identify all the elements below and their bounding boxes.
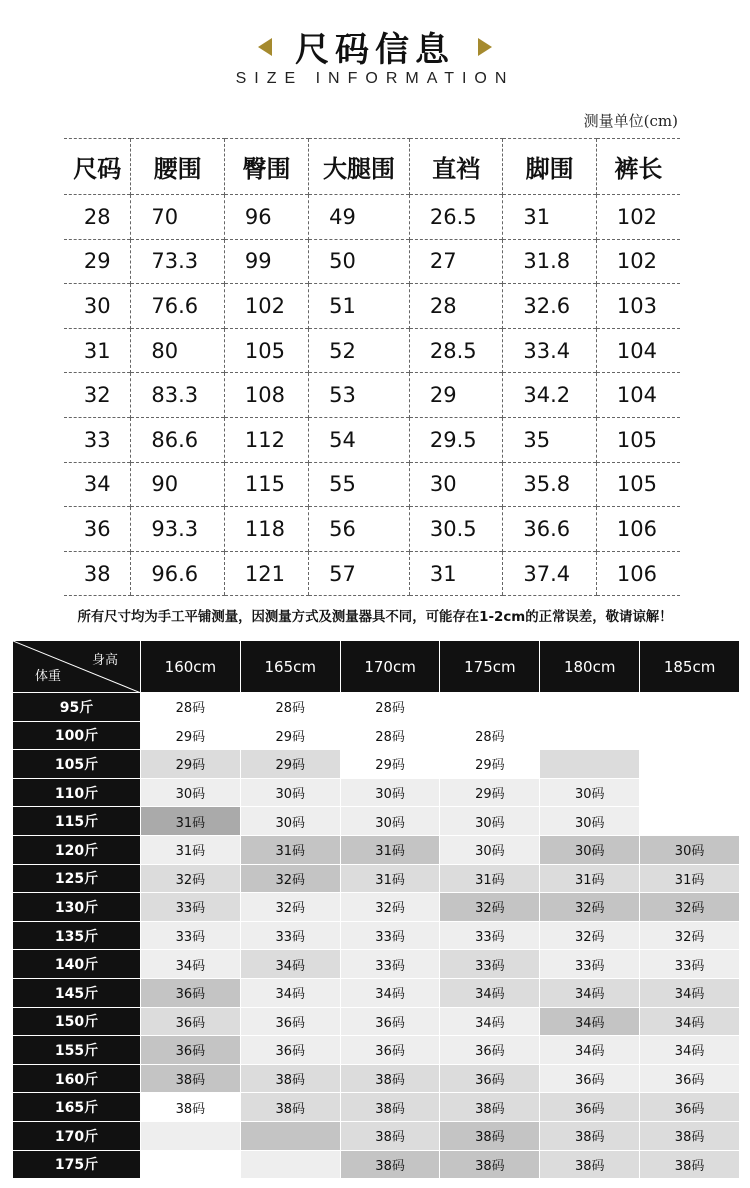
table-row (13, 978, 740, 1007)
page-subtitle: SIZE INFORMATION (235, 70, 515, 87)
weight-header: 115斤 (13, 807, 141, 836)
size-cell: 34码 (440, 1007, 540, 1036)
table-row (13, 864, 740, 893)
table-cell: 106 (596, 551, 680, 596)
size-cell: 34码 (340, 978, 440, 1007)
size-cell (640, 721, 740, 750)
table-cell: 53 (309, 373, 410, 418)
size-cell: 28码 (340, 693, 440, 722)
size-table (64, 138, 680, 596)
size-cell: 30码 (440, 835, 540, 864)
size-cell: 32码 (240, 864, 340, 893)
table-cell: 31 (409, 551, 502, 596)
table-cell: 50 (309, 239, 410, 284)
size-cell: 38码 (240, 1064, 340, 1093)
height-header: 180cm (540, 641, 640, 693)
size-col-header: 脚围 (503, 139, 596, 195)
table-cell: 28.5 (409, 328, 502, 373)
size-cell: 38码 (340, 1121, 440, 1150)
size-cell: 36码 (240, 1007, 340, 1036)
weight-header: 120斤 (13, 835, 141, 864)
size-cell (640, 750, 740, 779)
table-cell: 121 (224, 551, 308, 596)
size-cell: 36码 (640, 1093, 740, 1122)
table-cell: 86.6 (131, 417, 224, 462)
table-cell: 108 (224, 373, 308, 418)
table-cell: 76.6 (131, 284, 224, 329)
size-cell: 38码 (141, 1093, 241, 1122)
size-cell: 36码 (141, 1036, 241, 1065)
size-cell: 32码 (640, 893, 740, 922)
size-cell: 30码 (540, 778, 640, 807)
size-cell: 36码 (440, 1064, 540, 1093)
table-cell: 105 (596, 462, 680, 507)
table-row (13, 921, 740, 950)
unit-note: 测量单位(cm) (583, 112, 678, 130)
table-row (13, 778, 740, 807)
table-row (13, 1007, 740, 1036)
size-cell: 28码 (141, 693, 241, 722)
weight-header: 135斤 (13, 921, 141, 950)
weight-header: 170斤 (13, 1121, 141, 1150)
size-cell: 34码 (640, 978, 740, 1007)
size-cell: 33码 (141, 921, 241, 950)
size-cell: 34码 (540, 1007, 640, 1036)
weight-header: 95斤 (13, 693, 141, 722)
table-cell: 30 (64, 284, 131, 329)
weight-header: 110斤 (13, 778, 141, 807)
size-cell: 31码 (640, 864, 740, 893)
table-cell: 51 (309, 284, 410, 329)
table-cell: 29 (64, 239, 131, 284)
size-cell: 33码 (540, 950, 640, 979)
size-cell: 33码 (240, 921, 340, 950)
size-cell: 38码 (240, 1093, 340, 1122)
size-cell: 31码 (540, 864, 640, 893)
size-cell: 36码 (141, 1007, 241, 1036)
size-cell: 31码 (340, 864, 440, 893)
table-cell: 106 (596, 507, 680, 552)
triangle-right-icon (478, 38, 492, 56)
size-cell: 33码 (340, 921, 440, 950)
table-row (13, 1036, 740, 1065)
size-cell: 28码 (340, 721, 440, 750)
size-cell: 30码 (141, 778, 241, 807)
size-cell: 29码 (340, 750, 440, 779)
size-cell: 31码 (141, 807, 241, 836)
table-row (13, 835, 740, 864)
size-cell: 38码 (340, 1150, 440, 1179)
size-col-header: 臀围 (224, 139, 308, 195)
size-col-header: 直裆 (409, 139, 502, 195)
table-cell: 30 (409, 462, 502, 507)
table-cell: 70 (131, 195, 224, 240)
table-cell: 27 (409, 239, 502, 284)
size-cell: 38码 (440, 1121, 540, 1150)
size-table-header (64, 139, 680, 195)
weight-header: 165斤 (13, 1093, 141, 1122)
size-cell: 34码 (540, 1036, 640, 1065)
corner-cell (13, 641, 141, 693)
size-cell (540, 750, 640, 779)
size-cell: 38码 (340, 1093, 440, 1122)
table-cell: 28 (64, 195, 131, 240)
size-cell: 36码 (540, 1093, 640, 1122)
table-row (64, 328, 680, 373)
weight-header: 160斤 (13, 1064, 141, 1093)
weight-header: 100斤 (13, 721, 141, 750)
size-cell: 32码 (240, 893, 340, 922)
table-cell: 99 (224, 239, 308, 284)
weight-header: 140斤 (13, 950, 141, 979)
measurement-notice: 所有尺寸均为手工平铺测量，因测量方式及测量器具不同，可能存在1-2cm的正常误差，敬请谅解！ (77, 610, 673, 625)
size-cell: 30码 (340, 778, 440, 807)
diagonal-line-icon (13, 641, 141, 693)
header (0, 0, 750, 110)
size-cell: 30码 (540, 835, 640, 864)
table-cell: 56 (309, 507, 410, 552)
size-cell: 36码 (141, 978, 241, 1007)
table-cell: 93.3 (131, 507, 224, 552)
size-cell: 30码 (240, 778, 340, 807)
table-row (13, 1064, 740, 1093)
height-header: 170cm (340, 641, 440, 693)
table-cell: 38 (64, 551, 131, 596)
table-cell: 90 (131, 462, 224, 507)
table-cell: 83.3 (131, 373, 224, 418)
table-cell: 26.5 (409, 195, 502, 240)
size-cell: 36码 (340, 1036, 440, 1065)
table-row (64, 462, 680, 507)
table-cell: 54 (309, 417, 410, 462)
size-cell (640, 778, 740, 807)
table-row (64, 373, 680, 418)
table-cell: 35 (503, 417, 596, 462)
size-cell (240, 1150, 340, 1179)
corner-height-label: 身高 (91, 653, 118, 668)
table-cell: 32.6 (503, 284, 596, 329)
weight-header: 175斤 (13, 1150, 141, 1179)
size-cell: 31码 (340, 835, 440, 864)
size-cell: 32码 (540, 921, 640, 950)
height-header: 160cm (141, 641, 241, 693)
table-cell: 32 (64, 373, 131, 418)
size-cell: 33码 (440, 921, 540, 950)
size-cell: 38码 (640, 1150, 740, 1179)
size-cell: 34码 (240, 978, 340, 1007)
table-cell: 29 (409, 373, 502, 418)
size-table-body (64, 195, 680, 596)
size-cell: 38码 (540, 1121, 640, 1150)
size-cell: 33码 (440, 950, 540, 979)
table-cell: 52 (309, 328, 410, 373)
size-cell: 36码 (340, 1007, 440, 1036)
size-cell: 34码 (141, 950, 241, 979)
size-cell: 38码 (540, 1150, 640, 1179)
size-cell: 34码 (640, 1007, 740, 1036)
recommend-body (13, 693, 740, 1179)
table-cell: 104 (596, 328, 680, 373)
size-cell (141, 1121, 241, 1150)
table-cell: 30.5 (409, 507, 502, 552)
table-cell: 102 (596, 239, 680, 284)
table-cell: 112 (224, 417, 308, 462)
size-cell: 29码 (240, 750, 340, 779)
weight-header: 145斤 (13, 978, 141, 1007)
size-cell: 36码 (540, 1064, 640, 1093)
size-cell (540, 693, 640, 722)
table-cell: 80 (131, 328, 224, 373)
title-row (0, 22, 750, 70)
table-cell: 33.4 (503, 328, 596, 373)
size-cell: 31码 (240, 835, 340, 864)
size-cell (440, 693, 540, 722)
size-cell: 29码 (240, 721, 340, 750)
size-cell: 34码 (240, 950, 340, 979)
size-col-header: 腰围 (131, 139, 224, 195)
table-cell: 105 (224, 328, 308, 373)
size-cell: 29码 (440, 778, 540, 807)
size-col-header: 大腿围 (309, 139, 410, 195)
table-cell: 115 (224, 462, 308, 507)
size-cell: 36码 (440, 1036, 540, 1065)
table-row (64, 551, 680, 596)
size-cell: 33码 (141, 893, 241, 922)
size-cell: 33码 (340, 950, 440, 979)
table-row (64, 417, 680, 462)
recommend-table (12, 640, 740, 1179)
size-cell: 32码 (141, 864, 241, 893)
table-cell: 34 (64, 462, 131, 507)
table-cell: 118 (224, 507, 308, 552)
size-cell: 32码 (540, 893, 640, 922)
table-cell: 96.6 (131, 551, 224, 596)
table-cell: 96 (224, 195, 308, 240)
weight-header: 130斤 (13, 893, 141, 922)
table-cell: 73.3 (131, 239, 224, 284)
table-cell: 105 (596, 417, 680, 462)
size-cell: 30码 (240, 807, 340, 836)
size-cell: 38码 (141, 1064, 241, 1093)
table-row (64, 507, 680, 552)
size-cell: 34码 (640, 1036, 740, 1065)
weight-header: 125斤 (13, 864, 141, 893)
size-cell (141, 1150, 241, 1179)
size-cell: 38码 (440, 1093, 540, 1122)
size-cell: 29码 (440, 750, 540, 779)
table-cell: 103 (596, 284, 680, 329)
size-cell: 30码 (440, 807, 540, 836)
table-cell: 29.5 (409, 417, 502, 462)
size-cell: 30码 (340, 807, 440, 836)
table-cell: 37.4 (503, 551, 596, 596)
table-row (13, 1093, 740, 1122)
height-header: 175cm (440, 641, 540, 693)
size-cell: 34码 (440, 978, 540, 1007)
size-cell: 33码 (640, 950, 740, 979)
weight-header: 150斤 (13, 1007, 141, 1036)
table-cell: 49 (309, 195, 410, 240)
table-row (13, 721, 740, 750)
table-cell: 34.2 (503, 373, 596, 418)
triangle-left-icon (258, 38, 272, 56)
size-cell: 29码 (141, 721, 241, 750)
table-row (64, 284, 680, 329)
height-header: 185cm (640, 641, 740, 693)
table-row (13, 893, 740, 922)
weight-header: 105斤 (13, 750, 141, 779)
size-cell: 32码 (640, 921, 740, 950)
size-cell: 36码 (640, 1064, 740, 1093)
table-row (64, 239, 680, 284)
table-cell: 36.6 (503, 507, 596, 552)
size-col-header: 裤长 (596, 139, 680, 195)
page-title: 尺码信息 (295, 30, 455, 70)
size-cell (240, 1121, 340, 1150)
table-row (13, 693, 740, 722)
recommend-header (13, 641, 740, 693)
size-cell: 36码 (240, 1036, 340, 1065)
table-row (13, 950, 740, 979)
size-cell: 38码 (640, 1121, 740, 1150)
size-cell (640, 693, 740, 722)
table-row (13, 750, 740, 779)
size-cell: 32码 (440, 893, 540, 922)
table-cell: 35.8 (503, 462, 596, 507)
size-cell: 31码 (440, 864, 540, 893)
table-row (64, 195, 680, 240)
size-cell: 29码 (141, 750, 241, 779)
size-cell: 31码 (141, 835, 241, 864)
weight-header: 155斤 (13, 1036, 141, 1065)
table-cell: 57 (309, 551, 410, 596)
size-cell (540, 721, 640, 750)
table-cell: 33 (64, 417, 131, 462)
size-cell: 38码 (340, 1064, 440, 1093)
table-cell: 104 (596, 373, 680, 418)
table-cell: 102 (224, 284, 308, 329)
size-cell: 38码 (440, 1150, 540, 1179)
size-cell: 32码 (340, 893, 440, 922)
table-cell: 31.8 (503, 239, 596, 284)
size-cell: 28码 (440, 721, 540, 750)
table-row (13, 807, 740, 836)
corner-weight-label: 体重 (35, 669, 62, 684)
table-cell: 31 (64, 328, 131, 373)
table-cell: 28 (409, 284, 502, 329)
table-cell: 31 (503, 195, 596, 240)
height-header: 165cm (240, 641, 340, 693)
table-cell: 55 (309, 462, 410, 507)
table-row (13, 1121, 740, 1150)
size-cell: 28码 (240, 693, 340, 722)
size-col-header: 尺码 (64, 139, 131, 195)
size-cell: 34码 (540, 978, 640, 1007)
size-cell: 30码 (640, 835, 740, 864)
size-cell: 30码 (540, 807, 640, 836)
table-row (13, 1150, 740, 1179)
table-cell: 102 (596, 195, 680, 240)
table-cell: 36 (64, 507, 131, 552)
size-cell (640, 807, 740, 836)
